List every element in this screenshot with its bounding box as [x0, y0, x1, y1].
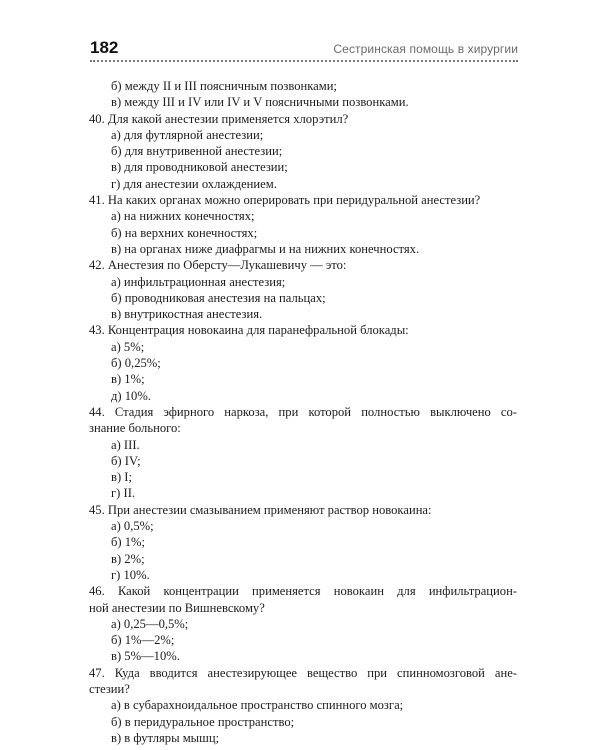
- answer-option-line: г) II.: [111, 486, 136, 501]
- answer-option-line: а) на нижних конечностях;: [111, 209, 255, 224]
- page-number: 182: [90, 38, 119, 57]
- header-dotted-rule: [90, 60, 518, 62]
- answer-option-line: в) 2%;: [111, 551, 145, 566]
- question-line: знание больного:: [89, 421, 181, 436]
- answer-option-line: в) для проводниковой анестезии;: [111, 160, 288, 175]
- answer-option-line: в) I;: [111, 470, 132, 485]
- answer-option-line: а) 5%;: [111, 339, 145, 354]
- question-line: 47. Куда вводится анестезирующее вещество при спинномозговой ане-: [89, 665, 517, 680]
- question-line: 41. На каких органах можно оперировать при перидуральной анестезии?: [89, 193, 481, 208]
- running-title: Сестринская помощь в хирургии: [333, 42, 518, 56]
- answer-option-line: б) 1%;: [111, 535, 146, 550]
- answer-option-line: а) 0,5%;: [111, 519, 154, 534]
- answer-option-line: г) 10%.: [111, 567, 150, 582]
- answer-option-line: в) на органах ниже диафрагмы и на нижних конечностях.: [111, 241, 420, 256]
- question-line: 43. Концентрация новокаина для паранефральной блокады:: [89, 323, 409, 338]
- answer-option-line: а) III.: [111, 437, 140, 452]
- question-line: 42. Анестезия по Оберсту—Лукашевичу — это:: [89, 258, 347, 273]
- question-line: 40. Для какой анестезии применяется хлорэтил?: [89, 111, 349, 126]
- answer-option-line: в) внутрикостная анестезия.: [111, 307, 263, 322]
- answer-option-line: а) в субарахноидальное пространство спинного мозга;: [111, 698, 404, 713]
- answer-option-line: б) между II и III поясничным позвонками;: [111, 79, 337, 93]
- answer-option-line: б) 1%—2%;: [111, 633, 175, 648]
- answer-option-line: д) 10%.: [111, 388, 151, 403]
- answer-option-line: б) проводниковая анестезия на пальцах;: [111, 290, 326, 305]
- answer-option-line: в) 1%;: [111, 372, 145, 387]
- answer-option-line: г) для анестезии охлаждением.: [111, 176, 277, 191]
- question-line: 46. Какой концентрации применяется новокаин для инфильтрацион-: [89, 584, 517, 599]
- question-line: ной анестезии по Вишневскому?: [89, 600, 265, 615]
- answer-option-line: а) для футлярной анестезии;: [111, 127, 264, 142]
- answer-option-line: а) инфильтрационная анестезия;: [111, 274, 286, 289]
- question-line: стезии?: [89, 681, 130, 696]
- answer-option-line: б) для внутривенной анестезии;: [111, 144, 283, 159]
- question-line: 44. Стадия эфирного наркоза, при которой полностью выключено со-: [89, 404, 517, 419]
- answer-option-line: б) на верхних конечностях;: [111, 225, 258, 240]
- answer-option-line: б) 0,25%;: [111, 356, 161, 371]
- answer-option-line: в) в футляры мышц;: [111, 730, 220, 745]
- answer-option-line: б) в перидуральное пространство;: [111, 714, 295, 729]
- page-header: [90, 36, 518, 64]
- answer-option-line: в) между III и IV или IV и V поясничными позвонками.: [111, 95, 409, 110]
- answer-option-line: а) 0,25—0,5%;: [111, 616, 189, 631]
- answer-option-line: б) IV;: [111, 453, 141, 468]
- answer-option-line: в) 5%—10%.: [111, 649, 180, 664]
- page-body: [89, 78, 517, 746]
- question-line: 45. При анестезии смазыванием применяют раствор новокаина:: [89, 502, 432, 517]
